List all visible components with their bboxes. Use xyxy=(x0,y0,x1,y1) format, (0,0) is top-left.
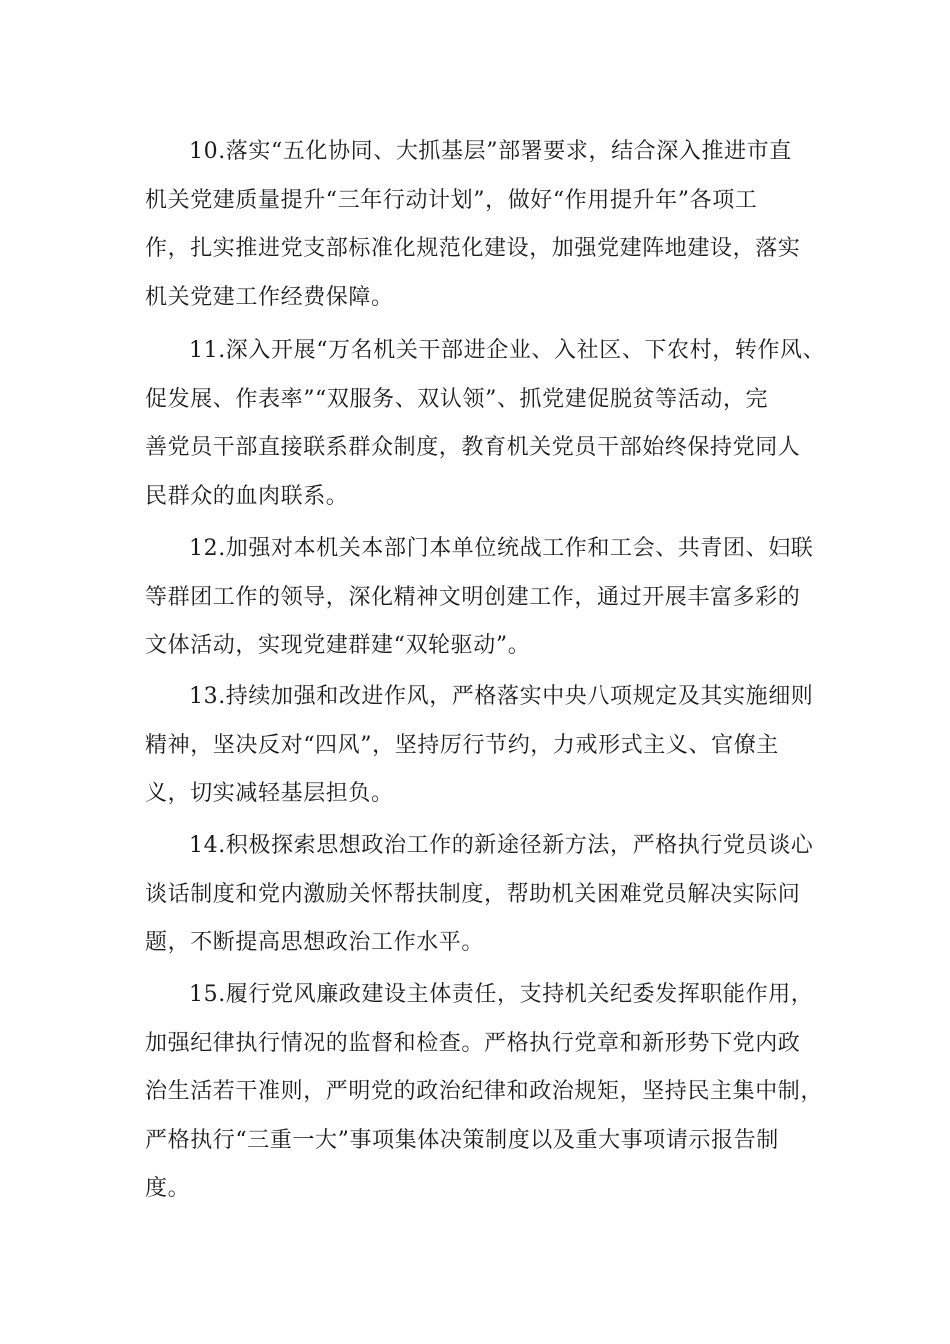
text-line: 等群团工作的领导，深化精神文明创建工作，通过开展丰富多彩的 xyxy=(145,584,801,610)
text-line: 文体活动，实现党建群建“双轮驱动”。 xyxy=(145,633,531,658)
text-line: 促发展、作表率”“双服务、双认领”、抓党建促脱贫等活动，完 xyxy=(145,386,769,412)
text-line: 精神，坚决反对“四风”，坚持厉行节约，力戒形式主义、官僚主 xyxy=(145,732,779,758)
text-line: 11.深入开展“万名机关干部进企业、入社区、下农村，转作风、 xyxy=(189,338,826,363)
text-line: 治生活若干准则，严明党的政治纪律和政治规矩，坚持民主集中制， xyxy=(145,1079,824,1104)
text-line: 民群众的血肉联系。 xyxy=(145,483,349,509)
text-line: 作，扎实推进党支部标准化规范化建设，加强党建阵地建设，落实 xyxy=(145,236,801,261)
text-line: 严格执行“三重一大”事项集体决策制度以及重大事项请示报告制 xyxy=(145,1127,779,1153)
text-line: 谈话制度和党内激励关怀帮扶制度，帮助机关困难党员解决实际问 xyxy=(145,881,801,907)
text-line: 机关党建质量提升“三年行动计划”，做好“作用提升年”各项工 xyxy=(145,187,758,213)
text-line: 14.积极探索思想政治工作的新途径新方法，严格执行党员谈心 xyxy=(189,833,814,858)
text-line: 12.加强对本机关本部门本单位统战工作和工会、共青团、妇联 xyxy=(189,536,814,561)
text-line: 题，不断提高思想政治工作水平。 xyxy=(145,930,485,955)
text-line: 加强纪律执行情况的监督和检查。严格执行党章和新形势下党内政 xyxy=(145,1030,801,1056)
item-13-paragraph xyxy=(145,673,825,819)
item-15-paragraph xyxy=(145,971,825,1214)
text-line: 10.落实“五化协同、大抓基层”部署要求，结合深入推进市直 xyxy=(189,139,792,164)
text-line: 义，切实减轻基层担负。 xyxy=(145,781,394,806)
item-11-paragraph xyxy=(145,327,825,521)
text-line: 度。 xyxy=(145,1176,191,1201)
text-line: 13.持续加强和改进作风，严格落实中央八项规定及其实施细则 xyxy=(189,684,814,709)
text-line: 15.履行党风廉政建设主体责任，支持机关纪委发挥职能作用， xyxy=(189,982,814,1007)
item-14-paragraph xyxy=(145,822,825,968)
item-12-paragraph xyxy=(145,525,825,671)
item-10-paragraph xyxy=(145,128,825,322)
text-line: 机关党建工作经费保障。 xyxy=(145,284,394,310)
text-line: 善党员干部直接联系群众制度，教育机关党员干部始终保持党同人 xyxy=(145,435,801,460)
